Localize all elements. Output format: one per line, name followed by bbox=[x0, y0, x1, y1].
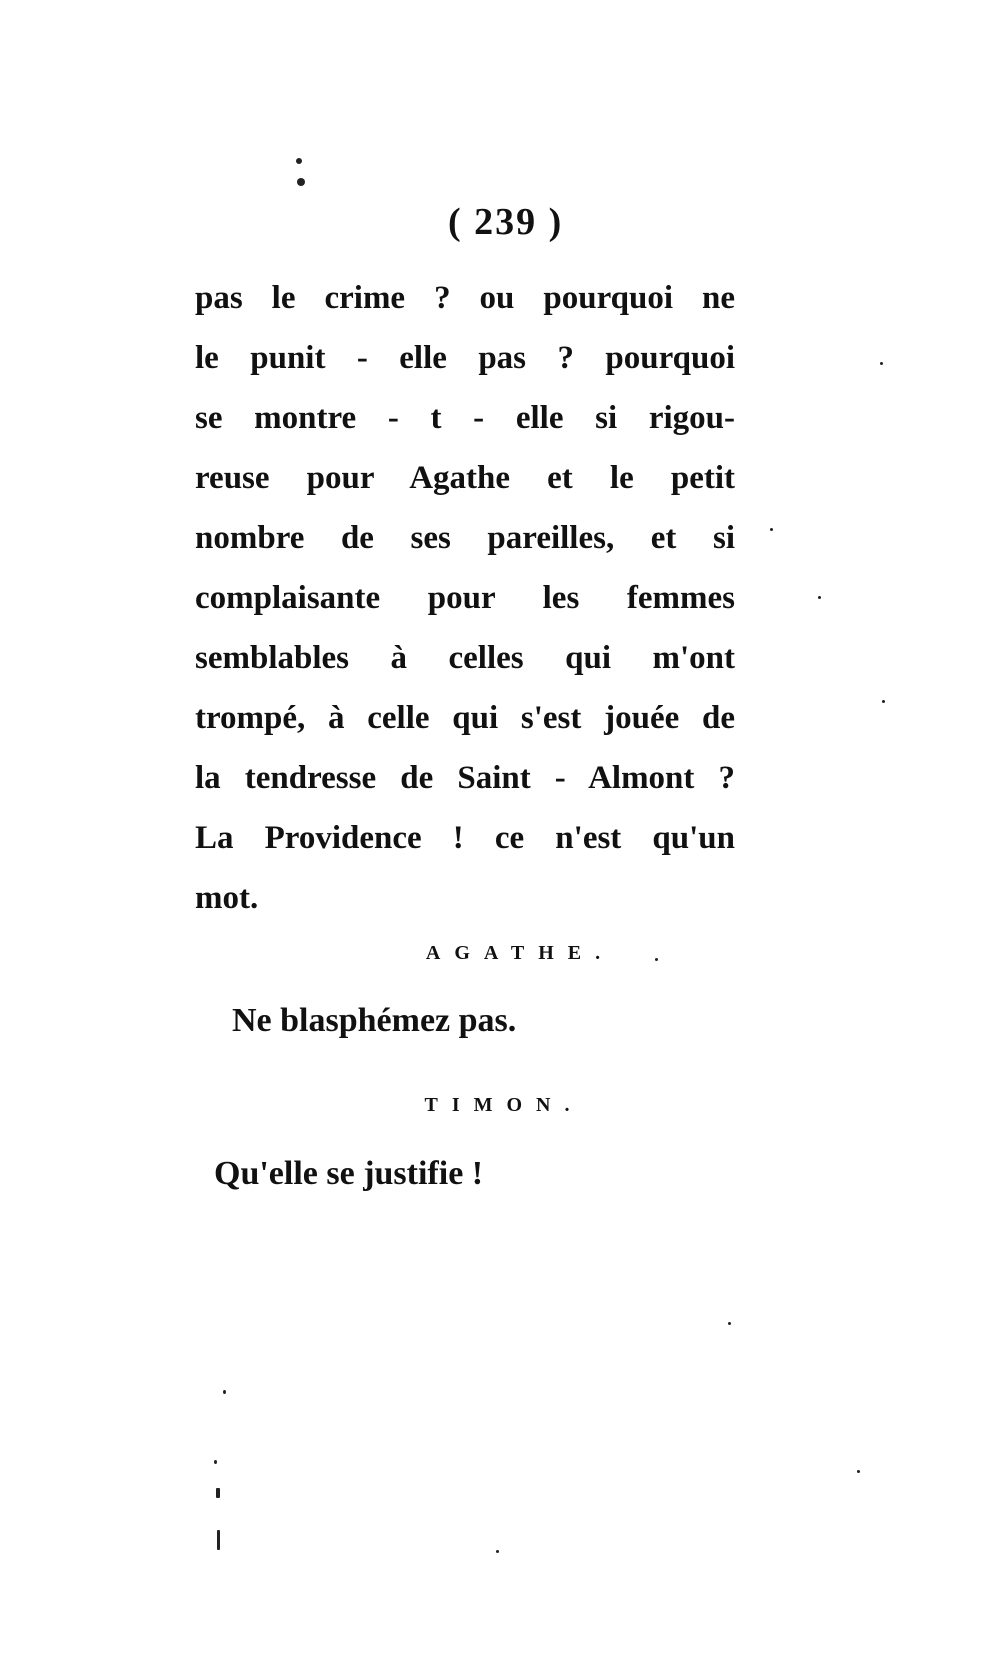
scan-speck bbox=[880, 362, 883, 365]
scan-speck bbox=[217, 1530, 220, 1550]
scan-speck bbox=[297, 178, 305, 186]
speaker-name-agathe: AGATHE. bbox=[425, 942, 615, 964]
scan-speck bbox=[857, 1470, 860, 1473]
text-line: se montre - t - elle si rigou- bbox=[195, 400, 735, 436]
text-line: le punit - elle pas ? pourquoi bbox=[195, 340, 735, 376]
body-paragraph bbox=[195, 268, 735, 928]
text-line: semblables à celles qui m'ont bbox=[195, 640, 735, 676]
scan-speck bbox=[882, 700, 885, 703]
text-line: reuse pour Agathe et le petit bbox=[195, 460, 735, 496]
text-line: La Providence ! ce n'est qu'un bbox=[195, 820, 735, 856]
page-number-text: ( 239 ) bbox=[448, 201, 564, 243]
page-number bbox=[0, 200, 1000, 244]
text-line: nombre de ses pareilles, et si bbox=[195, 520, 735, 556]
scan-speck bbox=[818, 596, 821, 599]
text-line: la tendresse de Saint - Almont ? bbox=[195, 760, 735, 796]
scan-speck bbox=[655, 958, 658, 961]
scan-speck bbox=[496, 1550, 499, 1553]
text-line: complaisante pour les femmes bbox=[195, 580, 735, 616]
dialogue-line-agathe: Ne blasphémez pas. bbox=[232, 1002, 517, 1039]
scan-speck bbox=[296, 158, 302, 164]
scan-speck bbox=[770, 528, 773, 531]
scan-speck bbox=[223, 1390, 226, 1394]
dialogue-line-timon: Qu'elle se justifie ! bbox=[214, 1155, 484, 1192]
text-line: mot. bbox=[195, 880, 259, 916]
text-line: trompé, à celle qui s'est jouée de bbox=[195, 700, 735, 736]
text-line: pas le crime ? ou pourquoi ne bbox=[195, 280, 735, 316]
speaker-name-timon: TIMON. bbox=[424, 1094, 584, 1116]
scan-speck bbox=[216, 1488, 220, 1498]
scan-speck bbox=[214, 1460, 217, 1464]
scan-speck bbox=[728, 1322, 731, 1325]
